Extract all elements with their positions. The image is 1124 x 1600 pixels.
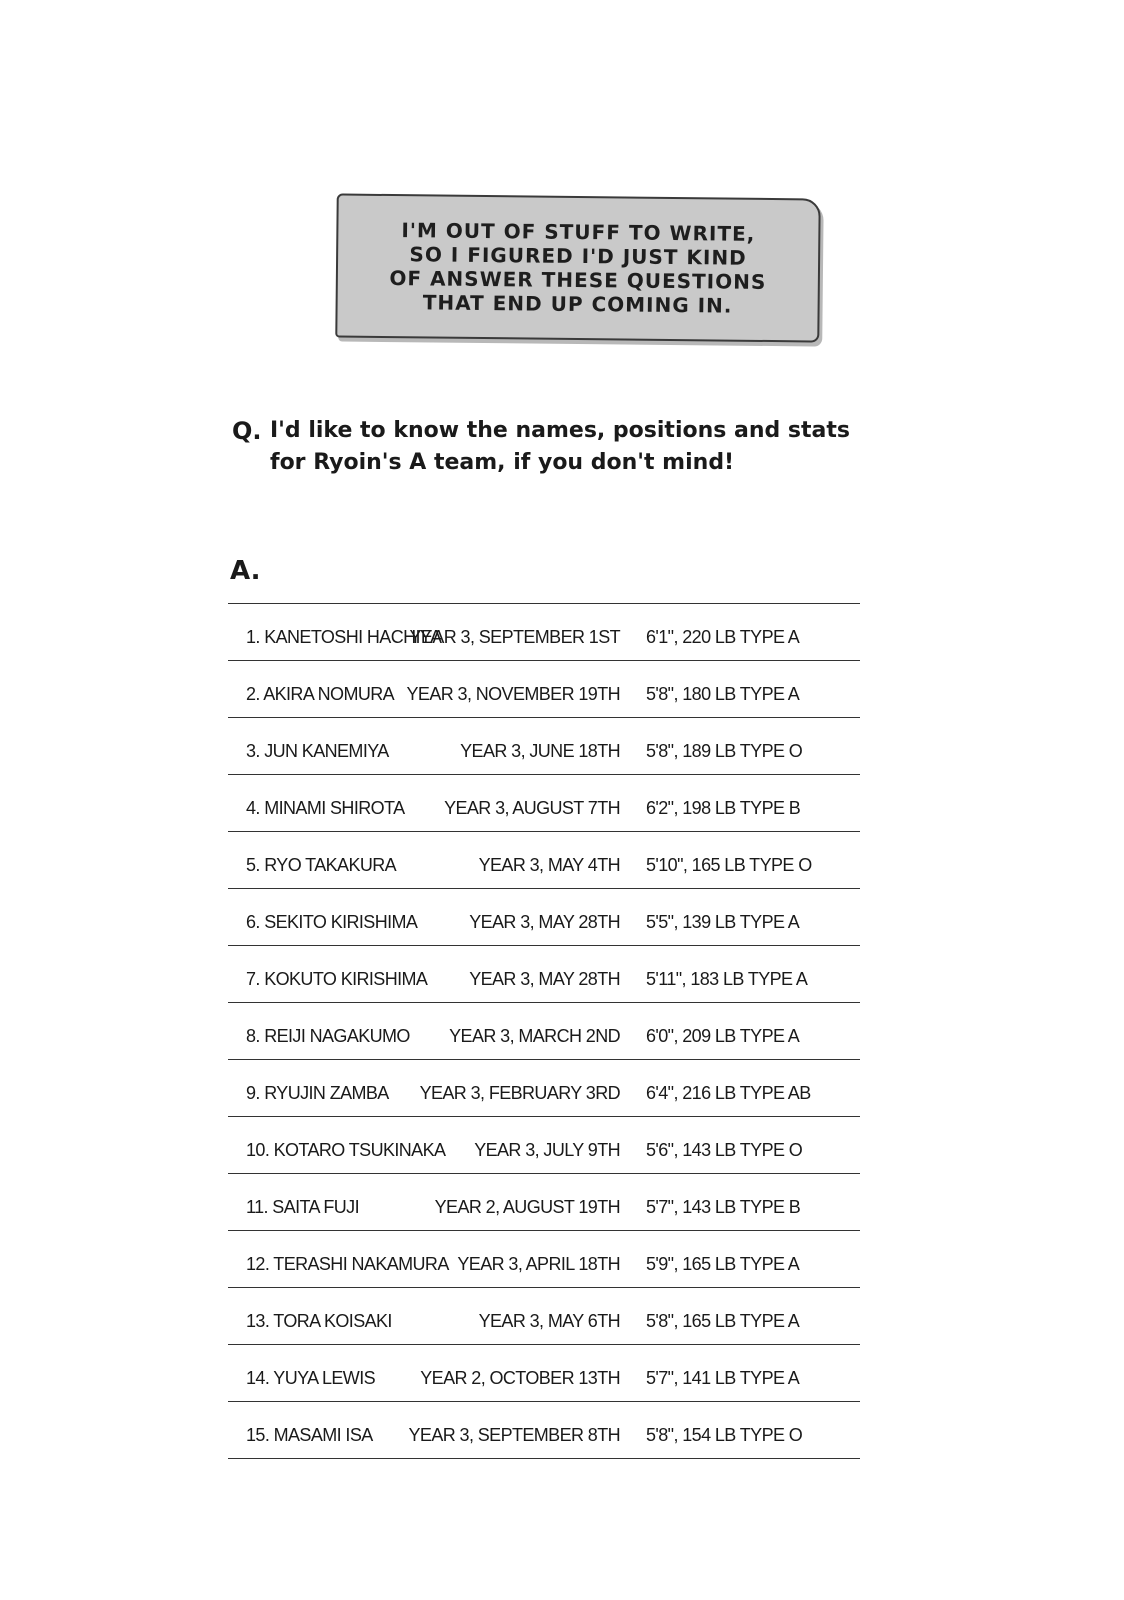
roster-row	[228, 1288, 860, 1345]
roster-row	[228, 661, 860, 718]
player-birthday: YEAR 3, FEBRUARY 3RD	[419, 1083, 620, 1103]
player-birthday: YEAR 3, APRIL 18TH	[457, 1254, 620, 1274]
player-stats: 5'7", 141 LB TYPE A	[646, 1368, 800, 1388]
answer-marker: A.	[230, 556, 261, 586]
question-line: I'd like to know the names, positions and stats	[270, 418, 851, 443]
player-stats: 6'2", 198 LB TYPE B	[646, 798, 801, 818]
author-note-line: SO I FIGURED I'D JUST KIND	[409, 242, 747, 270]
player-birthday: YEAR 3, AUGUST 7TH	[444, 798, 620, 818]
player-birthday: YEAR 2, OCTOBER 13TH	[420, 1368, 620, 1388]
player-name: 1. KANETOSHI HACHIYA	[246, 627, 442, 647]
roster-row	[228, 1231, 860, 1288]
author-note-line: I'M OUT OF STUFF TO WRITE,	[401, 218, 756, 246]
player-stats: 5'7", 143 LB TYPE B	[646, 1197, 801, 1217]
player-stats: 5'8", 189 LB TYPE O	[646, 741, 803, 761]
author-note-text	[338, 217, 819, 318]
player-stats: 5'8", 154 LB TYPE O	[646, 1425, 803, 1445]
roster-table	[228, 603, 860, 1459]
player-birthday: YEAR 3, MAY 28TH	[469, 912, 620, 932]
question-line: for Ryoin's A team, if you don't mind!	[270, 450, 735, 475]
author-note-line: OF ANSWER THESE QUESTIONS	[389, 266, 767, 294]
roster-row	[228, 718, 860, 775]
player-birthday: YEAR 3, SEPTEMBER 8TH	[408, 1425, 620, 1445]
question-marker: Q.	[232, 417, 262, 445]
player-name: 15. MASAMI ISA	[246, 1425, 373, 1445]
reader-question	[232, 415, 872, 479]
player-stats: 5'5", 139 LB TYPE A	[646, 912, 800, 932]
player-stats: 6'1", 220 LB TYPE A	[646, 627, 800, 647]
roster-row	[228, 1174, 860, 1231]
roster-row	[228, 1402, 860, 1459]
player-name: 13. TORA KOISAKI	[246, 1311, 392, 1331]
roster-row	[228, 1117, 860, 1174]
player-birthday: YEAR 3, MARCH 2ND	[449, 1026, 620, 1046]
player-name: 6. SEKITO KIRISHIMA	[246, 912, 418, 932]
player-name: 4. MINAMI SHIROTA	[246, 798, 405, 818]
player-name: 7. KOKUTO KIRISHIMA	[246, 969, 428, 989]
player-birthday: YEAR 3, MAY 6TH	[478, 1311, 620, 1331]
player-name: 9. RYUJIN ZAMBA	[246, 1083, 389, 1103]
roster-row	[228, 946, 860, 1003]
player-stats: 5'8", 180 LB TYPE A	[646, 684, 800, 704]
player-birthday: YEAR 3, NOVEMBER 19TH	[406, 684, 620, 704]
roster-row	[228, 889, 860, 946]
player-stats: 5'11", 183 LB TYPE A	[646, 969, 808, 989]
player-birthday: YEAR 3, MAY 28TH	[469, 969, 620, 989]
player-birthday: YEAR 3, JUNE 18TH	[460, 741, 620, 761]
roster-row	[228, 775, 860, 832]
player-stats: 6'4", 216 LB TYPE AB	[646, 1083, 811, 1103]
roster-row	[228, 604, 860, 661]
author-note-box	[335, 193, 820, 342]
player-birthday: YEAR 3, MAY 4TH	[478, 855, 620, 875]
roster-row	[228, 1003, 860, 1060]
player-name: 14. YUYA LEWIS	[246, 1368, 375, 1388]
player-name: 12. TERASHI NAKAMURA	[246, 1254, 449, 1274]
author-note-line: THAT END UP COMING IN.	[422, 290, 733, 318]
roster-row	[228, 1345, 860, 1402]
player-stats: 5'6", 143 LB TYPE O	[646, 1140, 803, 1160]
roster-row	[228, 1060, 860, 1117]
roster-row	[228, 832, 860, 889]
player-name: 8. REIJI NAGAKUMO	[246, 1026, 410, 1046]
player-stats: 5'10", 165 LB TYPE O	[646, 855, 812, 875]
player-stats: 5'8", 165 LB TYPE A	[646, 1311, 800, 1331]
player-name: 10. KOTARO TSUKINAKA	[246, 1140, 446, 1160]
player-stats: 5'9", 165 LB TYPE A	[646, 1254, 800, 1274]
player-name: 11. SAITA FUJI	[246, 1197, 359, 1217]
player-name: 2. AKIRA NOMURA	[246, 684, 395, 704]
player-birthday: YEAR 3, JULY 9TH	[474, 1140, 620, 1160]
player-name: 5. RYO TAKAKURA	[246, 855, 397, 875]
player-name: 3. JUN KANEMIYA	[246, 741, 389, 761]
player-birthday: YEAR 3, SEPTEMBER 1ST	[409, 627, 620, 647]
player-stats: 6'0", 209 LB TYPE A	[646, 1026, 800, 1046]
player-birthday: YEAR 2, AUGUST 19TH	[434, 1197, 620, 1217]
